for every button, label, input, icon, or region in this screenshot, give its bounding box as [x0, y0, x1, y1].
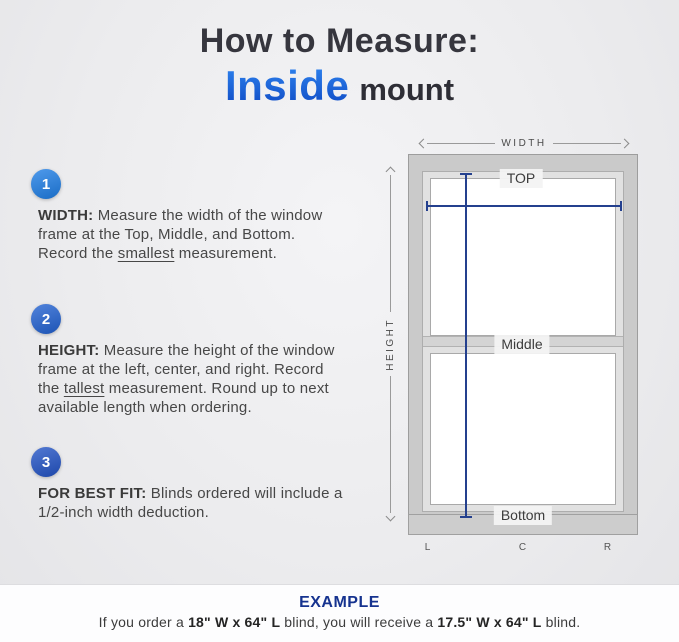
example-text: If you order a	[98, 614, 189, 630]
axis-label-center: C	[518, 542, 528, 553]
arrow-line	[390, 175, 391, 312]
page-title: How to Measure:	[199, 22, 480, 60]
axis-label-left: L	[424, 542, 432, 553]
height-arrow	[382, 168, 398, 520]
step-text	[38, 206, 346, 263]
example-heading: EXAMPLE	[299, 594, 380, 611]
step-text	[38, 341, 346, 417]
step-body: Measure the height of the window frame at the left, center, and right. Record the	[38, 342, 335, 397]
step-lead: HEIGHT:	[38, 342, 100, 359]
top-label-chip: TOP	[500, 169, 543, 188]
ordered-size: 18" W x 64" L	[188, 614, 281, 630]
width-arrow-label: WIDTH	[501, 137, 547, 149]
example-footer	[0, 584, 679, 642]
page-subtitle	[0, 62, 679, 110]
width-measure-line	[426, 205, 622, 207]
step-number-badge: 1	[31, 169, 61, 199]
step-number-badge: 2	[31, 304, 61, 334]
arrow-line	[390, 376, 391, 513]
width-arrow	[420, 136, 628, 150]
underlined-word: tallest	[63, 380, 105, 397]
height-measure-line	[465, 173, 467, 518]
down-chevron-icon	[385, 512, 395, 522]
example-text: blind, you will receive a	[280, 614, 438, 630]
arrow-line	[427, 143, 495, 144]
underlined-word: smallest	[117, 245, 175, 262]
step-body: Measure the width of the window frame at the Top, Middle, and Bottom. Record the	[38, 207, 323, 262]
step-text	[38, 484, 346, 522]
step-lead: WIDTH:	[38, 207, 94, 224]
step-body: Blinds ordered will include a 1/2-inch width deduction.	[38, 485, 343, 521]
bottom-label-chip: Bottom	[494, 506, 552, 525]
example-sentence	[0, 614, 679, 630]
example-text: blind.	[541, 614, 581, 630]
received-size: 17.5" W x 64" L	[437, 614, 542, 630]
up-chevron-icon	[385, 167, 395, 177]
step-number-badge: 3	[31, 447, 61, 477]
middle-label-chip: Middle	[494, 335, 549, 354]
window-pane-bottom	[430, 353, 616, 505]
axis-label-right: R	[603, 542, 613, 553]
step-body-after: measurement.	[174, 245, 278, 262]
window-measure-diagram	[380, 130, 670, 570]
step-body-after: measurement. Round up to next available length when ordering.	[38, 380, 329, 416]
arrow-line	[553, 143, 621, 144]
height-arrow-label: HEIGHT	[384, 317, 396, 371]
subtitle-accent-word: Inside	[224, 62, 350, 109]
right-chevron-icon	[620, 138, 630, 148]
step-lead: FOR BEST FIT:	[38, 485, 147, 502]
left-chevron-icon	[419, 138, 429, 148]
window-pane-top	[430, 178, 616, 336]
subtitle-rest-word: mount	[359, 72, 455, 107]
